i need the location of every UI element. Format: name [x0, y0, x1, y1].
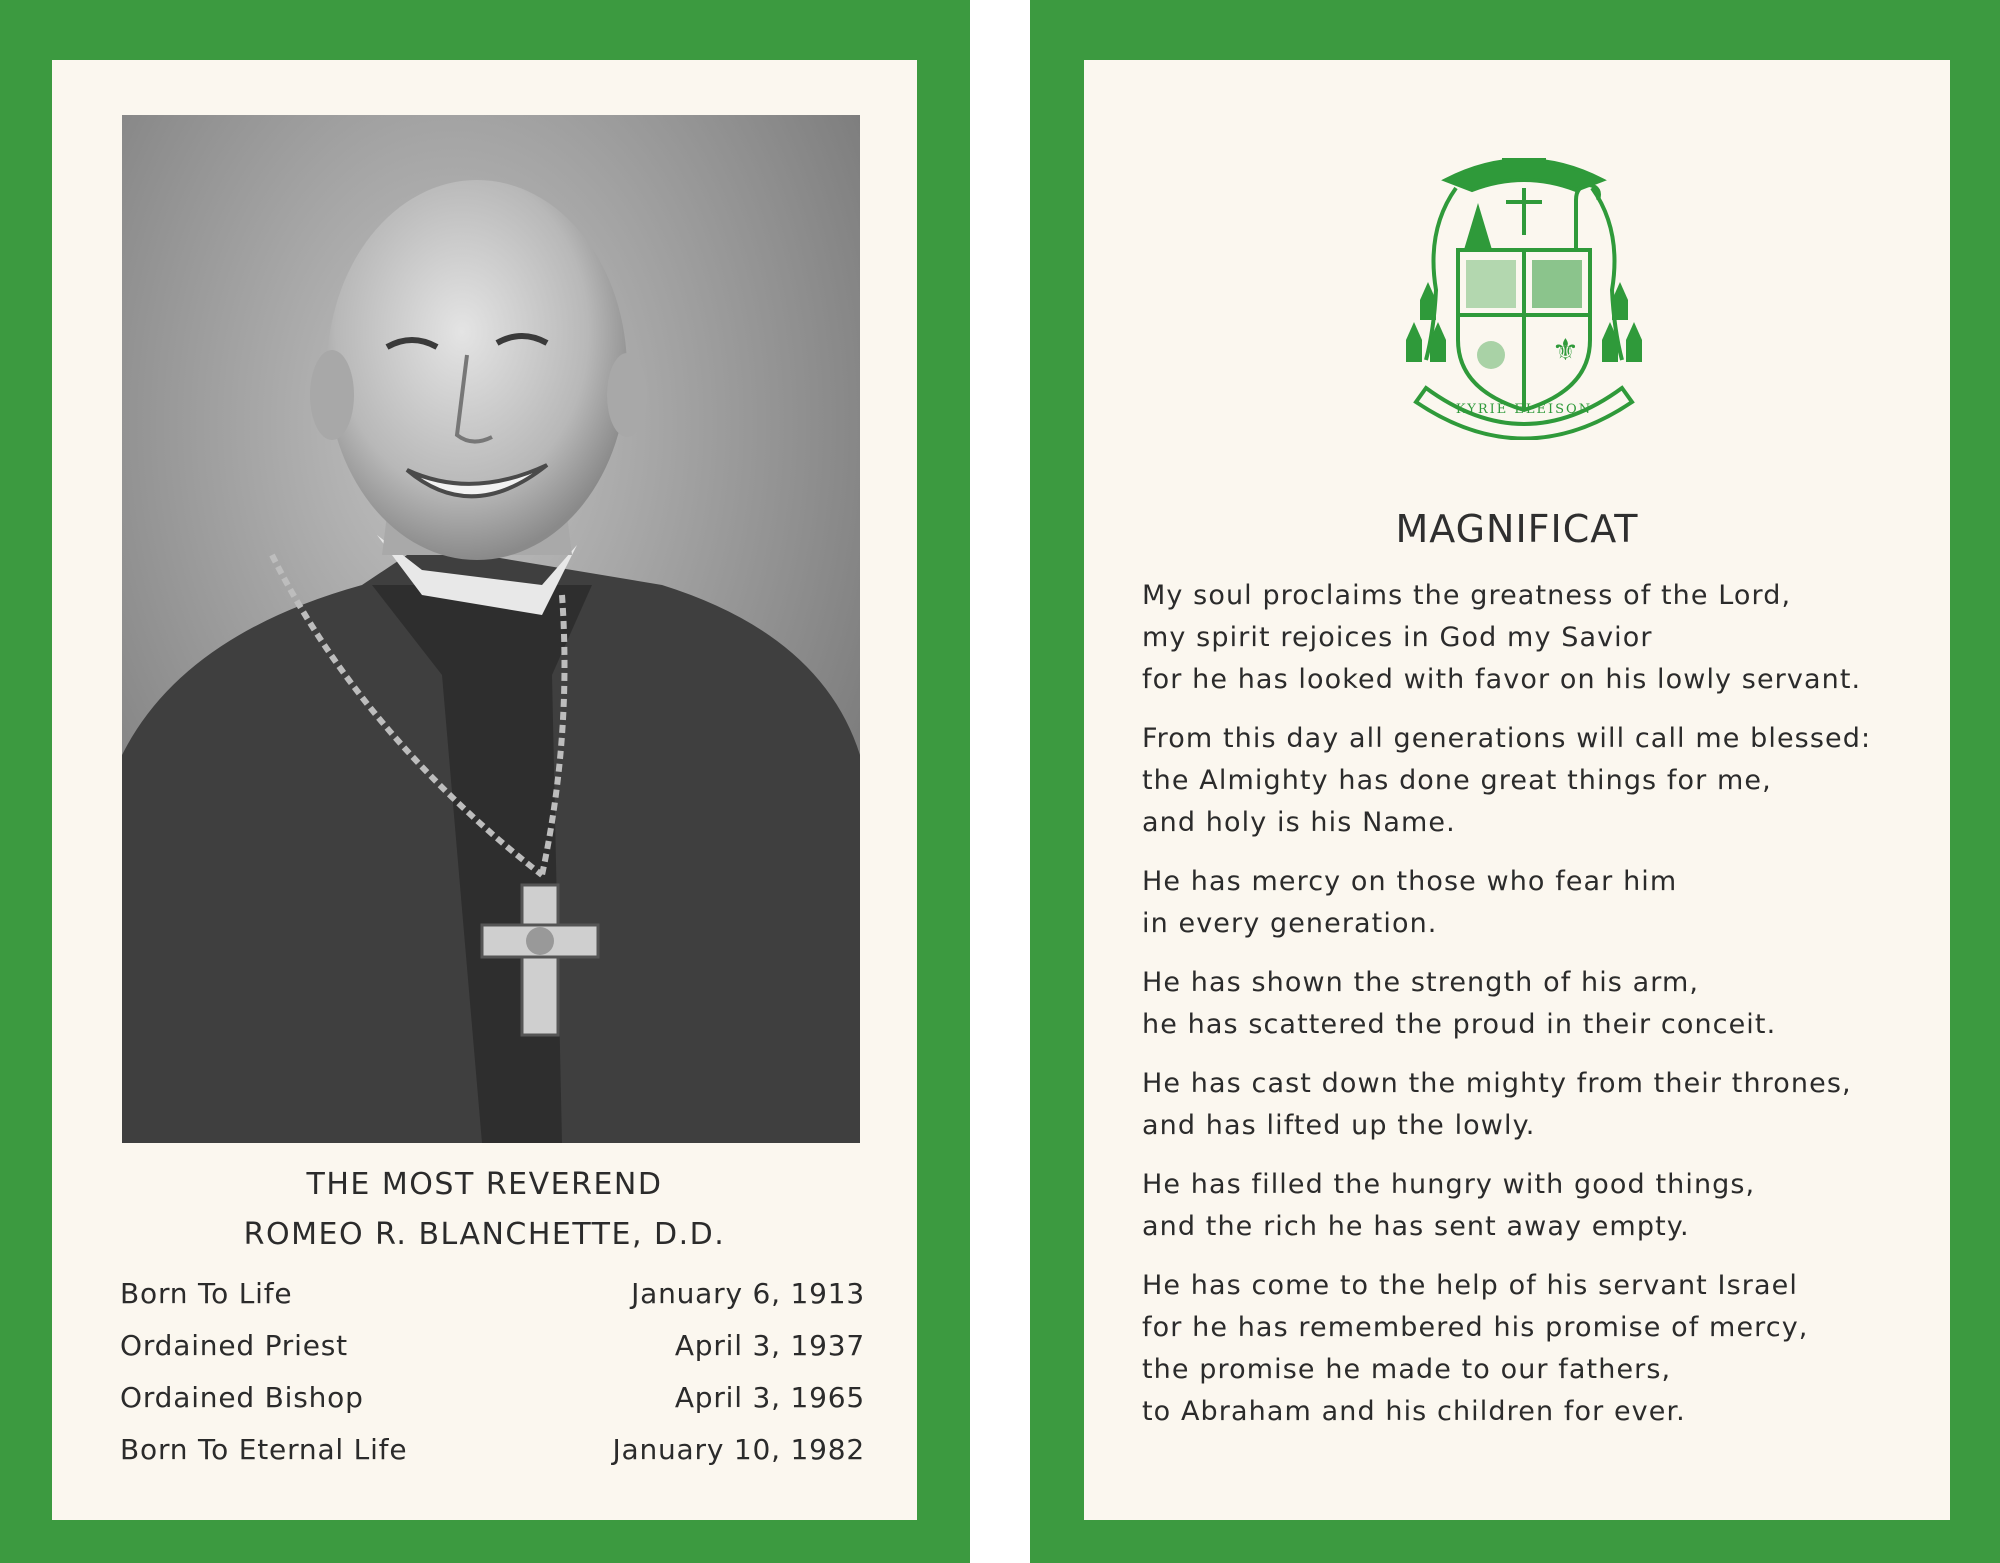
verse-line: for he has remembered his promise of mercy,	[1142, 1312, 1809, 1343]
verse-line: He has shown the strength of his arm,	[1142, 967, 1700, 998]
verse-line: the promise he made to our fathers,	[1142, 1354, 1672, 1385]
verse-line: He has mercy on those who fear him	[1142, 866, 1678, 897]
stanza	[1142, 1164, 1932, 1248]
stanza	[1142, 1265, 1932, 1433]
memorial-card-front	[0, 0, 970, 1563]
date-label: Born To Life	[120, 1276, 293, 1310]
verse-line: He has cast down the mighty from their thrones,	[1142, 1068, 1852, 1099]
stanza	[1142, 575, 1932, 701]
date-row-born	[120, 1267, 865, 1319]
verse-line: and holy is his Name.	[1142, 807, 1456, 838]
verse-line: to Abraham and his children for ever.	[1142, 1396, 1686, 1427]
motto-text: KYRIE ELEISON	[1455, 402, 1593, 417]
verse-line: He has filled the hungry with good things,	[1142, 1169, 1756, 1200]
date-row-ordained-bishop	[120, 1371, 865, 1423]
date-row-eternal-life	[120, 1423, 865, 1475]
verse-line: for he has looked with favor on his lowly servant.	[1142, 664, 1862, 695]
date-label: Born To Eternal Life	[120, 1432, 408, 1466]
verse-line: the Almighty has done great things for me,	[1142, 765, 1772, 796]
coat-of-arms-icon	[1406, 140, 1642, 440]
card-front-paper	[52, 60, 917, 1520]
verse-line: in every generation.	[1142, 908, 1438, 939]
memorial-card-back	[1030, 0, 2000, 1563]
life-dates-table	[120, 1267, 865, 1475]
verse-line: and has lifted up the lowly.	[1142, 1110, 1536, 1141]
verse-line: He has come to the help of his servant Israel	[1142, 1270, 1798, 1301]
date-value: April 3, 1965	[674, 1380, 865, 1414]
svg-text:⚜: ⚜	[1552, 333, 1579, 368]
date-label: Ordained Priest	[120, 1328, 348, 1362]
date-row-ordained-priest	[120, 1319, 865, 1371]
stanza	[1142, 718, 1932, 844]
date-label: Ordained Bishop	[120, 1380, 364, 1414]
stanza	[1142, 1063, 1932, 1147]
verse-line: From this day all generations will call me blessed:	[1142, 723, 1872, 754]
date-value: April 3, 1937	[674, 1328, 865, 1362]
stanza	[1142, 962, 1932, 1046]
date-value: January 10, 1982	[612, 1432, 865, 1466]
magnificat-text	[1142, 575, 1932, 1450]
stanza	[1142, 861, 1932, 945]
date-value: January 6, 1913	[631, 1276, 865, 1310]
verse-line: My soul proclaims the greatness of the Lord,	[1142, 580, 1792, 611]
title-line-name: ROMEO R. BLANCHETTE, D.D.	[243, 1217, 726, 1252]
verse-line: my spirit rejoices in God my Savior	[1142, 622, 1653, 653]
title-line-honorific: THE MOST REVEREND	[306, 1167, 663, 1202]
verse-line: and the rich he has sent away empty.	[1142, 1211, 1690, 1242]
bishop-portrait-photo	[122, 115, 860, 1143]
card-back-paper	[1084, 60, 1950, 1520]
magnificat-heading: MAGNIFICAT	[1395, 507, 1639, 551]
verse-line: he has scattered the proud in their conceit.	[1142, 1009, 1777, 1040]
